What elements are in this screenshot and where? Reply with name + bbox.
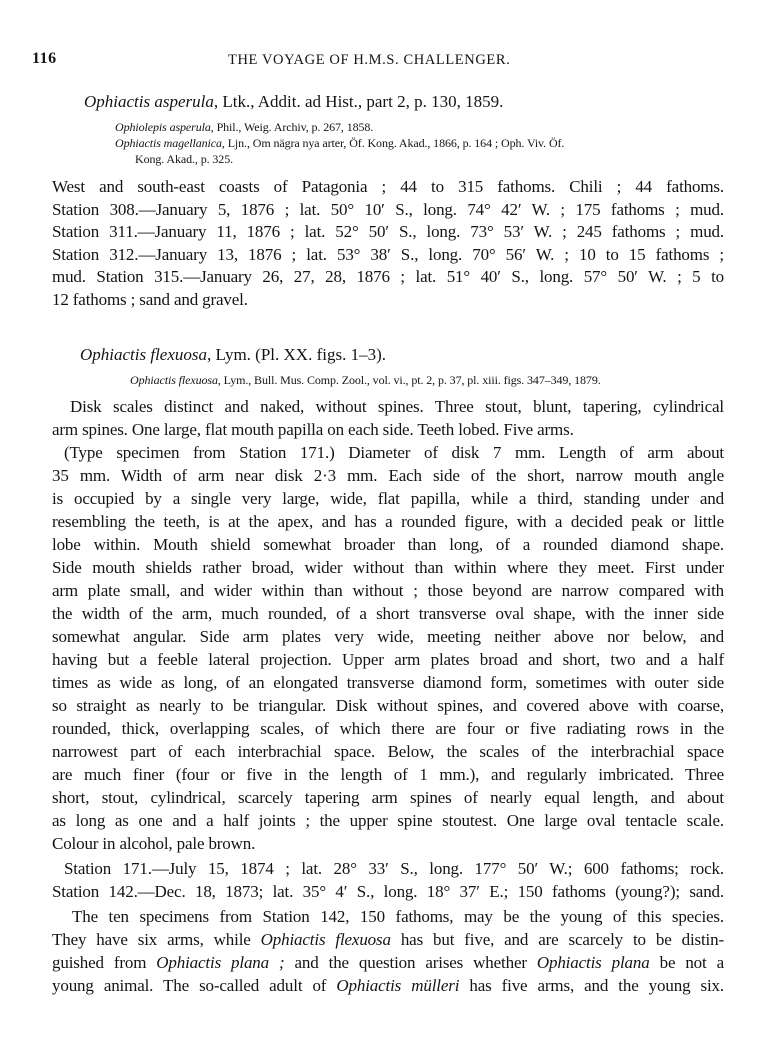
text-line: arm spines. One large, flat mouth papilla on each side. Teeth lobed. Five arms. (52, 420, 574, 439)
species-name: Ophiactis plana ; (156, 953, 285, 972)
text-line: the width of the arm, much rounded, of a short transverse oval shape, with the inner side (52, 604, 724, 623)
text-line: West and south-east coasts of Patagonia ; 44 to 315 fathoms. Chili ; 44 fathoms. (52, 177, 724, 196)
synonym-name: Ophiactis magellanica (115, 136, 222, 150)
text-line: are much finer (four or five in the length of 1 mm.), and regularly imbricated. Three (52, 765, 724, 784)
text-line: rounded, thick, overlapping scales, of which there are four or five radiating rows in the (52, 719, 724, 738)
text-run: has five arms, and the young six. (459, 976, 724, 995)
text-line: mud. Station 315.—January 26, 27, 28, 1876 ; lat. 51° 40′ S., long. 57° 50′ W. ; 5 to (52, 267, 724, 286)
synonym-reference: , Ljn., Om nägra nya arter, Öf. Kong. Akad., 1866, p. 164 ; Oph. Viv. Öf. (221, 136, 565, 150)
text-line: (Type specimen from Station 171.) Diameter of disk 7 mm. Length of arm about (64, 443, 724, 462)
text-line: having but a feeble lateral projection. Upper arm plates broad and short, two and a half (52, 650, 724, 669)
text-line: somewhat angular. Side arm plates very wide, meeting neither above nor below, and (52, 627, 724, 646)
text-run: young animal. The so-called adult of (52, 976, 337, 995)
text-run: has but five, and are scarcely to be distin- (390, 930, 724, 949)
species-heading-asperula (84, 92, 503, 112)
text-line (52, 976, 724, 996)
text-line: Station 311.—January 11, 1876 ; lat. 52° 50′ S., long. 73° 53′ W. ; 245 fathoms ; mud. (52, 222, 724, 241)
species-name: Ophiactis plana (536, 953, 650, 972)
text-line: times as wide as long, of an elongated transverse diamond form, sometimes with outer side (52, 673, 724, 692)
text-line: The ten specimens from Station 142, 150 fathoms, may be the young of this species. (72, 907, 724, 926)
page-number: 116 (32, 50, 57, 67)
text-line (52, 930, 724, 950)
synonym-reference: , Phil., Weig. Archiv, p. 267, 1858. (210, 120, 374, 134)
text-line: Colour in alcohol, pale brown. (52, 834, 256, 853)
station-line: Station 142.—Dec. 18, 1873; lat. 35° 4′ S., long. 18° 37′ E.; 150 fathoms (young?); sand. (52, 882, 724, 901)
text-line: Station 312.—January 13, 1876 ; lat. 53° 38′ S., long. 70° 56′ W. ; 10 to 15 fathoms ; (52, 245, 724, 264)
synonym-name: Ophiactis flexuosa (130, 373, 218, 387)
text-run: and the question arises whether (284, 953, 537, 972)
text-line: narrowest part of each interbrachial space. Below, the scales of the interbrachial space (52, 742, 724, 761)
text-line: lobe within. Mouth shield somewhat broader than long, of a rounded diamond shape. (52, 535, 724, 554)
text-line: so straight as nearly to be triangular. Disk without spines, and covered above with coarse, (52, 696, 724, 715)
text-run: guished from (52, 953, 157, 972)
species-reference: , Lym. (Pl. XX. figs. 1–3). (207, 345, 386, 364)
species-reference: , Ltk., Addit. ad Hist., part 2, p. 130, 1859. (213, 92, 504, 111)
species-name: Ophiactis flexuosa (260, 930, 391, 949)
text-line: 12 fathoms ; sand and gravel. (52, 290, 248, 309)
text-line: as long as one and a half joints ; the upper spine stoutest. One large oval tentacle scale. (52, 811, 724, 830)
running-title: THE VOYAGE OF H.M.S. CHALLENGER. (228, 52, 511, 68)
species-name: Ophiactis asperula (84, 92, 214, 111)
text-line: 35 mm. Width of arm near disk 2·3 mm. Each side of the short, narrow mouth angle (52, 466, 724, 485)
synonym-line-continued: Kong. Akad., p. 325. (135, 152, 233, 166)
station-line: Station 171.—July 15, 1874 ; lat. 28° 33′ S., long. 177° 50′ W.; 600 fathoms; rock. (64, 859, 724, 878)
text-line: Disk scales distinct and naked, without spines. Three stout, blunt, tapering, cylindrical (70, 397, 724, 416)
species-name: Ophiactis flexuosa (80, 345, 208, 364)
synonym-line (130, 373, 601, 388)
text-run: They have six arms, while (52, 930, 261, 949)
synonym-line (115, 136, 564, 151)
text-run: be not a (649, 953, 724, 972)
text-line (52, 953, 724, 973)
species-heading-flexuosa (80, 345, 386, 365)
text-line: Side mouth shields rather broad, wider without than within where they meet. First under (52, 558, 724, 577)
text-line: arm plate small, and wider within than without ; those beyond are narrow compared with (52, 581, 724, 600)
text-line: Station 308.—January 5, 1876 ; lat. 50° 10′ S., long. 74° 42′ W. ; 175 fathoms ; mud. (52, 200, 724, 219)
synonym-line (115, 120, 373, 135)
species-name: Ophiactis mülleri (336, 976, 460, 995)
synonym-reference: , Lym., Bull. Mus. Comp. Zool., vol. vi., pt. 2, p. 37, pl. xiii. figs. 347–349, 1879. (217, 373, 601, 387)
synonym-name: Ophiolepis asperula (115, 120, 211, 134)
text-line: resembling the teeth, is at the apex, and has a rounded figure, with a decided peak or little (52, 512, 724, 531)
text-line: is occupied by a single very large, wide, flat papilla, while a third, standing under and (52, 489, 724, 508)
text-line: short, stout, cylindrical, scarcely tapering arm spines of nearly equal length, and about (52, 788, 724, 807)
